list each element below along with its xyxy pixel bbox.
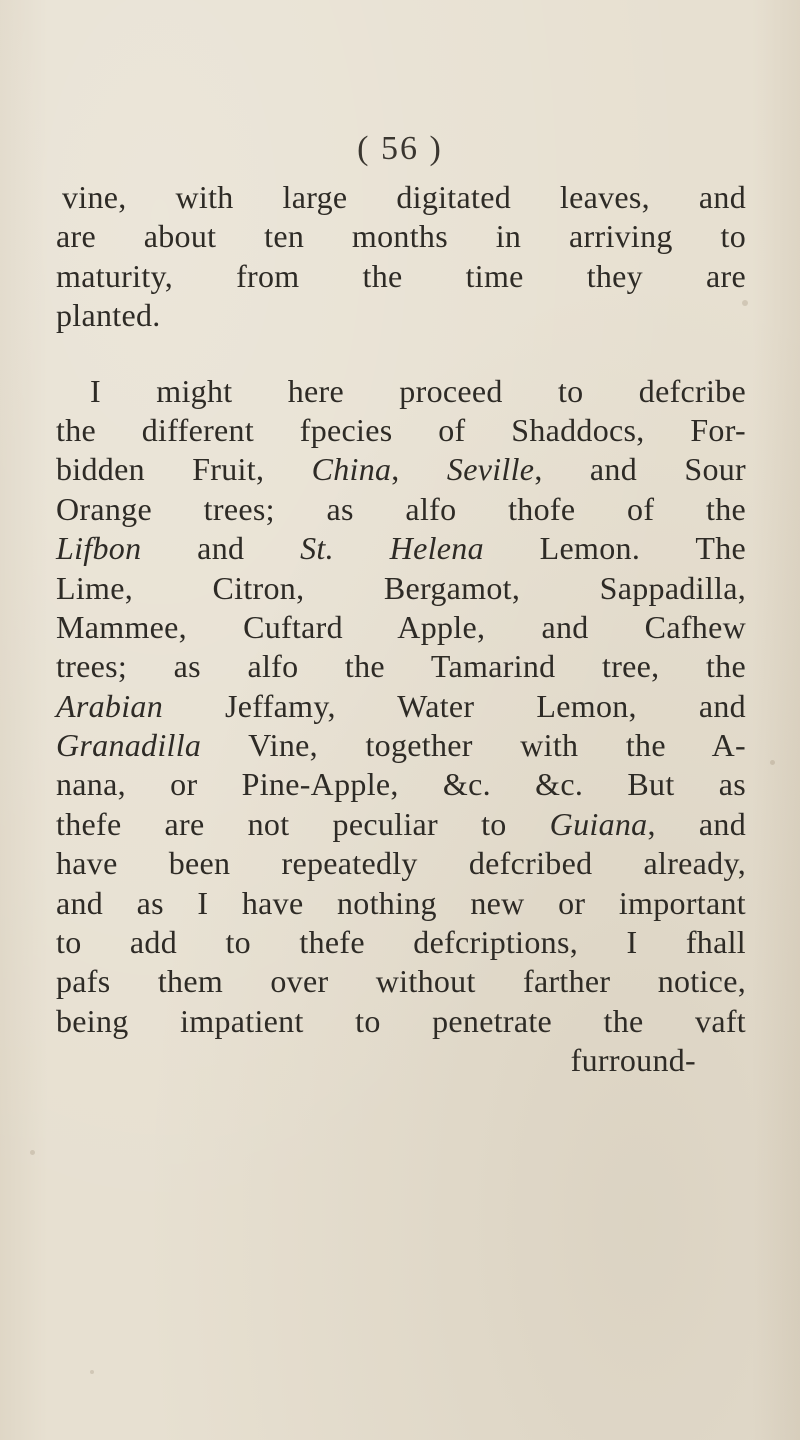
text-line: Orange trees; as alfo thofe of the [56,490,746,527]
text-line: maturity, from the time they are [56,257,746,294]
text-line: pafs them over without farther notice, [56,963,746,1000]
text-line: planted. [56,297,161,334]
paper-stain [30,1150,35,1155]
text-line: nana, or Pine-Apple, &c. &c. But as [56,766,746,803]
text-line: Mammee, Cuftard Apple, and Cafhew [56,608,746,645]
text-line: are about ten months in arriving to [56,218,746,255]
text-line: thefe are not peculiar to Guiana, and [56,805,746,842]
text-line: Arabian Jeffamy, Water Lemon, and [56,687,746,724]
catchword: furround- [570,1042,696,1079]
text-line: to add to thefe defcriptions, I fhall [56,924,746,961]
paper-stain [770,760,775,765]
text-line: bidden Fruit, China, Seville, and Sour [56,451,746,488]
page-number: ( 56 ) [357,130,443,167]
body-text [56,178,746,1081]
text-line: Lifbon and St. Helena Lemon. The [56,530,746,567]
text-line: and as I have nothing new or important [56,884,746,921]
text-line: I might here proceed to defcribe [90,372,746,409]
text-line: trees; as alfo the Tamarind tree, the [56,648,746,685]
text-line: have been repeatedly defcribed already, [56,845,746,882]
paragraph-gap [56,336,746,372]
text-line: Lime, Citron, Bergamot, Sappadilla, [56,569,746,606]
text-line: being impatient to penetrate the vaft [56,1002,746,1039]
text-line: vine, with large digitated leaves, and [62,179,746,215]
paper-stain [90,1370,94,1374]
text-line: the different fpecies of Shaddocs, For- [56,411,746,448]
text-line: Granadilla Vine, together with the A- [56,727,746,764]
